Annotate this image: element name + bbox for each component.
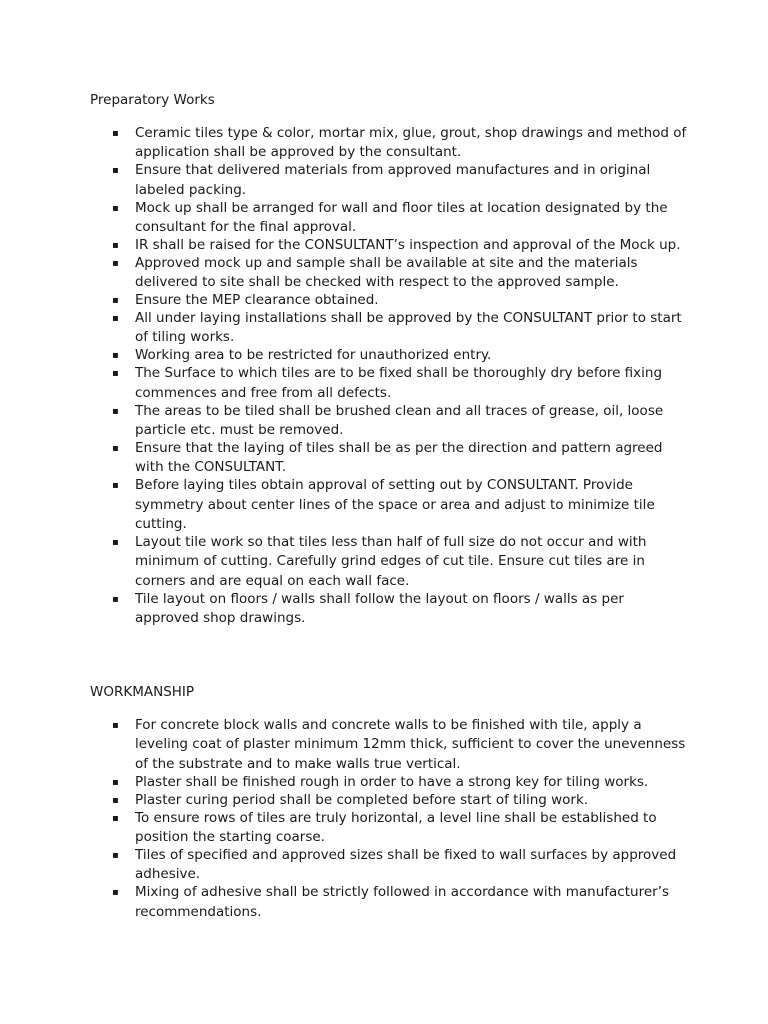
list-item-text: For concrete block walls and concrete walls to be finished with tile, apply a leveling coat of plaster minimum 12mm thick, sufficient to cover the unevenness of the substrate and to make walls true vertical.	[135, 717, 686, 772]
list-item-text: All under laying installations shall be approved by the CONSULTANT prior to start of tiling works.	[135, 310, 682, 346]
bullet-icon: ▪	[112, 849, 119, 861]
bullet-icon: ▪	[112, 405, 119, 417]
bullet-list	[90, 124, 690, 628]
list-item-text: Plaster shall be finished rough in order to have a strong key for tiling works.	[135, 773, 649, 790]
list-item-text: Plaster curing period shall be completed before start of tiling work.	[135, 791, 589, 808]
bullet-icon: ▪	[112, 593, 119, 605]
list-item-text: Tile layout on floors / walls shall follow the layout on floors / walls as per approved shop drawings.	[135, 590, 624, 627]
section-heading: Preparatory Works	[90, 92, 215, 108]
list-item	[90, 161, 690, 200]
bullet-icon: ▪	[112, 794, 119, 806]
section-preparatory-works	[90, 91, 690, 627]
bullet-icon: ▪	[112, 442, 119, 454]
list-item	[90, 476, 690, 534]
bullet-icon: ▪	[112, 239, 119, 251]
bullet-list	[90, 716, 690, 922]
list-item-text: Ensure that delivered materials from approved manufactures and in original labeled packing.	[135, 162, 651, 198]
bullet-icon: ▪	[112, 368, 119, 380]
list-item-text: Layout tile work so that tiles less than half of full size do not occur and with minimum of cutting. Carefully grind edges of cut tile. Ensure cut tiles are in corners and are equal on each wall face.	[135, 533, 647, 589]
list-item-text: Approved mock up and sample shall be available at site and the materials delivered to site shall be checked with respect to the approved sample.	[135, 254, 638, 291]
list-item	[90, 846, 690, 885]
bullet-icon: ▪	[112, 776, 119, 788]
list-item-text: The Surface to which tiles are to be fixed shall be thoroughly dry before fixing commences and free from all defects.	[135, 365, 663, 401]
list-item	[90, 236, 690, 255]
list-item-text: Before laying tiles obtain approval of setting out by CONSULTANT. Provide symmetry about center lines of the space or area and adjust to minimize tile cutting.	[135, 477, 655, 533]
bullet-icon: ▪	[112, 313, 119, 325]
list-item	[90, 402, 690, 441]
list-item-text: Tiles of specified and approved sizes shall be fixed to wall surfaces by approved adhesive.	[135, 846, 677, 883]
bullet-icon: ▪	[112, 257, 119, 269]
list-item-text: Ensure that the laying of tiles shall be as per the direction and pattern agreed with the CONSULTANT.	[135, 439, 663, 476]
bullet-icon: ▪	[112, 202, 119, 214]
list-item-text: Working area to be restricted for unauthorized entry.	[135, 347, 492, 364]
list-item	[90, 309, 690, 348]
list-item	[90, 291, 690, 310]
bullet-icon: ▪	[112, 887, 119, 899]
list-item	[90, 809, 690, 848]
bullet-icon: ▪	[112, 720, 119, 731]
list-item	[90, 439, 690, 478]
list-item	[90, 773, 690, 792]
list-item	[90, 533, 690, 591]
list-item	[90, 716, 690, 774]
section-heading: WORKMANSHIP	[90, 684, 195, 700]
list-item	[90, 590, 690, 629]
bullet-icon: ▪	[112, 812, 119, 824]
bullet-icon: ▪	[112, 536, 119, 548]
bullet-icon: ▪	[112, 128, 119, 139]
list-item-text: IR shall be raised for the CONSULTANT’s inspection and approval of the Mock up.	[135, 236, 681, 253]
bullet-icon: ▪	[112, 165, 119, 177]
list-item-text: Mock up shall be arranged for wall and floor tiles at location designated by the consultant for the final approval.	[135, 199, 668, 236]
list-item	[90, 346, 690, 365]
bullet-icon: ▪	[112, 480, 119, 492]
list-item-text: Ceramic tiles type & color, mortar mix, glue, grout, shop drawings and method of application shall be approved by the consultant.	[135, 125, 687, 161]
list-item	[90, 199, 690, 238]
section-workmanship	[90, 683, 690, 920]
list-item	[90, 124, 690, 163]
list-item-text: Mixing of adhesive shall be strictly followed in accordance with manufacturer’s recommendations.	[135, 884, 670, 920]
list-item	[90, 364, 690, 403]
list-item-text: Ensure the MEP clearance obtained.	[135, 292, 379, 309]
bullet-icon: ▪	[112, 295, 119, 307]
list-item	[90, 254, 690, 293]
bullet-icon: ▪	[112, 350, 119, 362]
list-item	[90, 883, 690, 922]
list-item	[90, 791, 690, 810]
list-item-text: The areas to be tiled shall be brushed clean and all traces of grease, oil, loose particle etc. must be removed.	[135, 402, 664, 438]
list-item-text: To ensure rows of tiles are truly horizontal, a level line shall be established to position the starting coarse.	[135, 809, 657, 845]
